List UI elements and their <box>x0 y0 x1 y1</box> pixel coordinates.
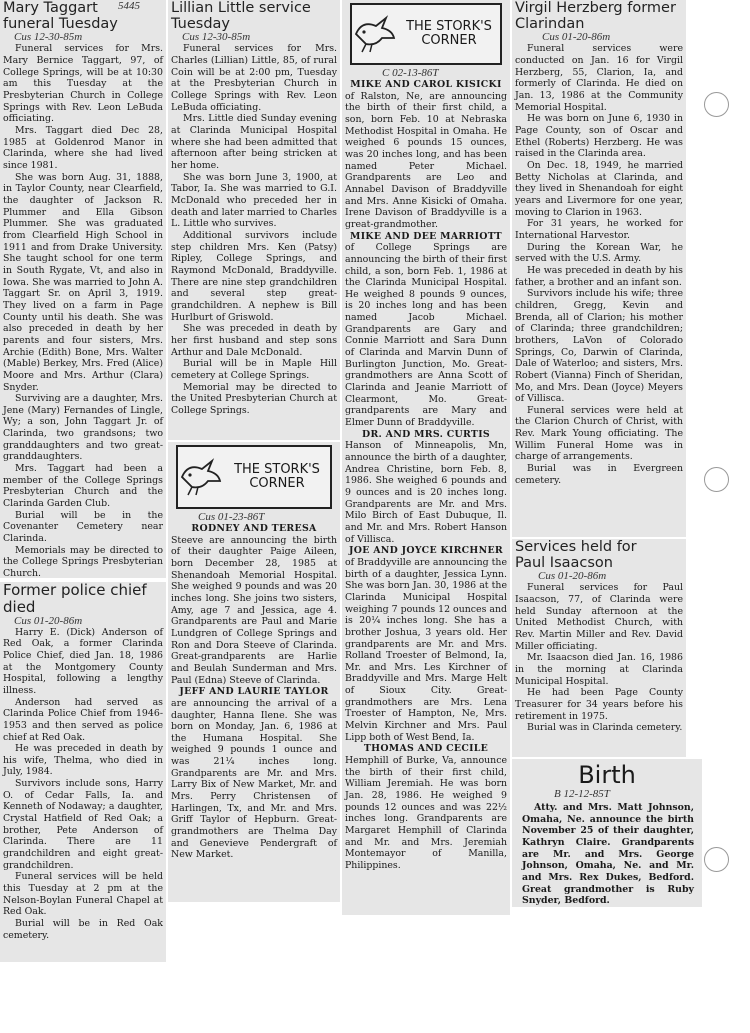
birth-text: Atty. and Mrs. Matt Johnson, Omaha, Ne. announce the birth November 25 of their daughter, Kathryn Claire. Grandparents are Mr. and Mrs. George Johnson, Omaha, Ne. and Mr. and Mrs. Rex Dukes, Bedford. Great grandmother is Ruby Snyder, Bedford. <box>522 802 694 907</box>
storks-corner-title-top: THE STORK'S CORNER <box>406 19 492 48</box>
taggart-headline: Mary Taggart <box>3 0 98 16</box>
stork-top-item-heading: MIKE AND DEE MARRIOTT <box>350 230 502 242</box>
clipping-storks-corner-top <box>342 0 510 915</box>
little-body <box>168 43 340 416</box>
herzberg-paragraph: Funeral services were held at the Clarion Church of Christ, with Rev. Mark Young officiating. The Willim Funeral Home was in charge of arrangements. <box>515 404 683 463</box>
police-paragraph: Funeral services will be held this Tuesday at 2 pm at the Nelson-Boylan Funeral Chapel at Red Oak. <box>3 871 163 918</box>
birth-headline: Birth <box>578 761 636 789</box>
clipping-herzberg-obituary <box>512 0 686 537</box>
herzberg-body <box>512 43 686 486</box>
herzberg-paragraph: Burial was in Evergreen cemetery. <box>515 463 683 486</box>
clipping-birth-announcement <box>512 759 702 907</box>
clipping-storks-corner-middle <box>168 442 340 902</box>
police-headline: Former police chief died <box>3 582 147 616</box>
herzberg-paragraph: During the Korean War, he served with the U.S. Army. <box>515 241 683 265</box>
police-paragraph: Survivors include sons, Harry O. of Cedar Falls, Ia. and Kenneth of Nodaway; a daughter, Crystal Hatfield of Red Oak; a brother, Pete Anderson of Clarinda. There are 11 grandchildren and eight great-grandchildren. <box>3 778 163 871</box>
taggart-handwritten-date: Cus 12-30-85m <box>14 31 83 44</box>
binder-hole <box>704 467 729 492</box>
taggart-paragraph: Surviving are a daughter, Mrs. Jene (Mary) Fernandes of Lingle, Wy; a son, John Taggart Jr. of Clarinda, two grandsons; two granddaughters and two great-granddaughters. <box>3 393 163 463</box>
storks-corner-title-middle: THE STORK'S CORNER <box>234 462 320 491</box>
taggart-paragraph: Burial will be in the Covenanter Cemetery near Clarinda. <box>3 509 163 545</box>
herzberg-handwritten-date: Cus 01-20-86m <box>542 31 611 44</box>
stork-mid-item-text: Steeve are announcing the birth of their daughter Paige Aileen, born December 28, 1985 at Shenandoah Memorial Hospital. She weighed 9 pounds and was 20 inches long. She joins two sisters, Amy, age 7 and Jessica, age 4. Grandparents are Paul and Marie Lundgren of College Springs and Ron and Dora Steeve of Clarinda. Great-grandparents are Harlie and Beulah Sunderman and Mrs. Paul (Edna) Steeve of Clarinda. <box>171 534 337 686</box>
birth-body <box>512 800 702 907</box>
storks-corner-logo-top <box>350 3 502 65</box>
stork-top-item-text: of Ralston, Ne, are announcing the birth of their first child, a son, born Feb. 10 at Nebraska Methodist Hospital in Omaha. He weighed 6 pounds 15 ounces, was 20 inches long, and has been named Peter Michael. Grandparents are Leo and Annabel Davison of Braddyville and Mrs. Anne Kisicki of Omaha. Irene Davison of Braddyville is a great-grandmother. <box>345 90 507 230</box>
herzberg-paragraph: On Dec. 18, 1949, he married Betty Nicholas at Clarinda, and they lived in Shenandoah for eight years and Livermore for one year, moving to Clarion in 1963. <box>515 160 683 218</box>
taggart-paragraph: Mrs. Taggart had been a member of the College Springs Presbyterian Church and the Clarinda Garden Club. <box>3 463 163 510</box>
stork-top-body <box>342 79 510 872</box>
taggart-paragraph: Funeral services for Mrs. Mary Bernice Taggart, 97, of College Springs, will be at 10:30 am this Tuesday at the Presbyterian Church in College Springs with Rev. Leon LeBuda officiating. <box>3 43 163 125</box>
herzberg-paragraph: Survivors include his wife; three children, Gregg, Kevin and Brenda, all of Clarion; his mother of Clarinda; three grandchildren; brothers, LaVon of Colorado Springs, Co, Darwin of Clarinda, Dale of Waterloo; and sisters, Mrs. Robert (Vianna) Finch of Sheridan, Mo, and Mrs. Dean (Joyce) Meyers of Villisca. <box>515 288 683 405</box>
little-handwritten-date: Cus 12-30-85m <box>182 31 251 44</box>
stork-top-item-text: of Braddyville are announcing the birth of a daughter, Jessica Lynn. She was born Jan. 30, 1986 at the Clarinda Municipal Hospital weighing 7 pounds 12 ounces and is 20¼ inches long. She has a brother Joshua, 3 years old. Her grandparents are Mr. and Mrs. Rolland Troester of Belmond, Ia, Mr. and Mrs. Les Kirchner of Braddyville and Mrs. Marge Helt of Sioux City. Great-grandmothers are Mrs. Lena Troester of Hampton, Ne, Mrs. Melvin Kirchner and Mrs. Paul Lipp both of West Bend, Ia. <box>345 556 507 743</box>
stork-top-item-heading: MIKE AND CAROL KISICKI <box>350 79 502 90</box>
police-paragraph: Burial will be in Red Oak cemetery. <box>3 918 163 941</box>
taggart-body <box>0 43 166 578</box>
storks-corner-logo-middle <box>176 445 332 509</box>
police-paragraph: Anderson had served as Clarinda Police Chief from 1946-1953 and then served as police chief at Red Oak. <box>3 696 163 743</box>
clipping-police-chief-obituary <box>0 582 166 962</box>
herzberg-paragraph: He was preceded in death by his father, a brother and an infant son. <box>515 264 683 288</box>
herzberg-paragraph: Funeral services were conducted on Jan. 16 for Virgil Herzberg, 55, Clarion, Ia, and formerly of Clarinda. He died on Jan. 13, 1986 at the Community Memorial Hospital. <box>515 43 683 113</box>
little-paragraph: Additional survivors include step children Mrs. Ken (Patsy) Ripley, College Springs, and Raymond McDonald, Braddyville. There are nine step grandchildren and several step great-grandchildren. A nephew is Bill Hurlburt of Griswold. <box>171 229 337 323</box>
herzberg-paragraph: He was born on June 6, 1930 in Page County, son of Oscar and Ethel (Roberts) Herzberg. He was raised in the Clarinda area. <box>515 113 683 160</box>
stork-top-item-text: Hanson of Minneapolis, Mn, announce the birth of a daughter, Andrea Christine, born Feb. 8, 1986. She weighed 6 pounds and 9 ounces and is 20 inches long. Grandparents are Mr. and Mrs. Milo Birch of East Dubuque, Il. and Mr. and Mrs. Robert Hanson of Villisca. <box>345 440 507 545</box>
isaacson-body <box>512 582 686 734</box>
stork-top-item-heading: DR. AND MRS. CURTIS <box>362 428 490 440</box>
little-paragraph: Memorial may be directed to the United Presbyterian Church at College Springs. <box>171 381 337 416</box>
isaacson-paragraph: Funeral services for Paul Isaacson, 77, of Clarinda were held Sunday afternoon at the United Methodist Church, with Rev. Martin Miller and Rev. David Miller officiating. <box>515 582 683 652</box>
stork-mid-item-heading: RODNEY AND TERESA <box>191 523 317 534</box>
stork-icon <box>178 457 224 497</box>
stork-mid-handwritten-date: Cus 01-23-86T <box>198 511 265 523</box>
little-paragraph: Mrs. Little died Sunday evening at Clarinda Municipal Hospital where she had been admitted that afternoon after being stricken at her home. <box>171 113 337 172</box>
isaacson-paragraph: Burial was in Clarinda cemetery. <box>527 722 683 734</box>
little-headline: Lillian Little service Tuesday <box>171 0 311 33</box>
little-paragraph: Burial will be in Maple Hill cemetery at College Springs. <box>171 358 337 381</box>
police-paragraph: He was preceded in death by his wife, Thelma, who died in July, 1984. <box>3 743 163 778</box>
stork-mid-body <box>168 523 340 861</box>
taggart-headline-line2: funeral Tuesday <box>3 16 118 33</box>
birth-handwritten-date: B 12-12-85T <box>554 788 610 800</box>
isaacson-headline: Services held for Paul Isaacson <box>515 539 637 572</box>
stork-top-item-heading: THOMAS AND CECILE <box>363 743 489 755</box>
clipping-isaacson-obituary <box>512 539 686 757</box>
stork-mid-item-text: are announcing the arrival of a daughter, Hanna Ilene. She was born on Monday, Jan. 6, 1986 at the Humana Hospital. She weighed 9 pounds 1 ounce and was 21¼ inches long. Grandparents are Mr. and Mrs. Larry Bix of New Market, Mr. and Mrs. Perry Christensen of Harlingen, Tx, and Mr. and Mrs. Griff Taylor of Hepburn. Great-grandmothers are Thelma Day and Genevieve Pendergraft of New Market. <box>171 697 337 861</box>
stork-top-handwritten-date: C 02-13-86T <box>382 67 439 79</box>
stork-top-item-heading: JOE AND JOYCE KIRCHNER <box>349 545 503 557</box>
stork-top-item-text: of College Springs are announcing the birth of their first child, a son, born Feb. 1, 1986 at the Clarinda Municipal Hospital. He weighed 8 pounds 9 ounces, is 20 inches long and has been named Jacob Michael. Grandparents are Gary and Connie Marriott and Sara Dunn of Clarinda and Marvin Dunn of Burlington Junction, Mo. Great-grandmothers are Anna Scott of Clarinda and Jeanie Marriott of Clearmont, Mo. Great-grandparents are Mary and Elmer Dunn of Braddyville. <box>345 242 507 429</box>
police-body <box>0 627 166 942</box>
binder-hole <box>704 92 729 117</box>
isaacson-handwritten-date: Cus 01-20-86m <box>538 570 607 583</box>
taggart-paragraph: Memorials may be directed to the College Springs Presbyterian Church. <box>3 544 163 578</box>
taggart-paragraph: She was born Aug. 31, 1888, in Taylor County, near Clearfield, the daughter of Jackson R. Plummer and Ella Gibson Plummer. She was graduated from Clearfield High School in 1911 and from Drake University. She taught school for one term in South Rygate, Vt, and also in Iowa. She was married to John A. Taggart Sr. on April 3, 1919. They lived on a farm in Page County until his death. She was also preceded in death by her parents and four sisters, Mrs. Archie (Edith) Bone, Mrs. Walter (Mable) Berkey, Mrs. Fred (Alice) Moore and Mrs. Arthur (Clara) Snyder. <box>3 171 163 393</box>
clipping-taggart-obituary <box>0 0 166 578</box>
police-paragraph: Harry E. (Dick) Anderson of Red Oak, a former Clarinda Police Chief, died Jan. 18, 1986 at the Montgomery County Hospital, following a lengthy illness. <box>3 626 163 696</box>
taggart-handwritten-note: 5445 <box>118 0 140 12</box>
herzberg-headline: Virgil Herzberg former Clarindan <box>515 0 676 33</box>
isaacson-paragraph: He had been Page County Treasurer for 34 years before his retirement in 1975. <box>515 687 683 722</box>
binder-hole <box>704 847 729 872</box>
little-paragraph: She was born June 3, 1900, at Tabor, Ia. She was married to G.I. McDonald who preceded her in death and later married to Charles L. Little who survives. <box>171 171 337 230</box>
taggart-paragraph: Mrs. Taggart died Dec 28, 1985 at Goldenrod Manor in Clarinda, where she had lived since 1981. <box>3 125 163 172</box>
police-handwritten-date: Cus 01-20-86m <box>14 614 83 627</box>
stork-top-item-text: Hemphill of Burke, Va, announce the birth of their first child, William Jeremiah. He was born Jan. 28, 1986. He weighed 9 pounds 12 ounces and was 22½ inches long. Grandparents are Margaret Hemphill of Clarinda and Mr. and Mrs. Jeremiah Montemayor of Manilla, Philippines. <box>345 755 507 871</box>
stork-icon <box>352 14 398 54</box>
clipping-little-obituary <box>168 0 340 440</box>
little-paragraph: She was preceded in death by her first husband and step sons Arthur and Dale McDonald. <box>171 323 337 358</box>
little-paragraph: Funeral services for Mrs. Charles (Lillian) Little, 85, of rural Coin will be at 2:00 pm, Tuesday at the Presbyterian Church in College Springs with Rev. Leon LeBuda officiating. <box>171 43 337 113</box>
stork-mid-item-heading: JEFF AND LAURIE TAYLOR <box>179 686 329 698</box>
isaacson-paragraph: Mr. Isaacson died Jan. 16, 1986 in the morning at Clarinda Municipal Hospital. <box>515 652 683 687</box>
herzberg-paragraph: For 31 years, he worked for International Harvestor. <box>515 218 683 241</box>
